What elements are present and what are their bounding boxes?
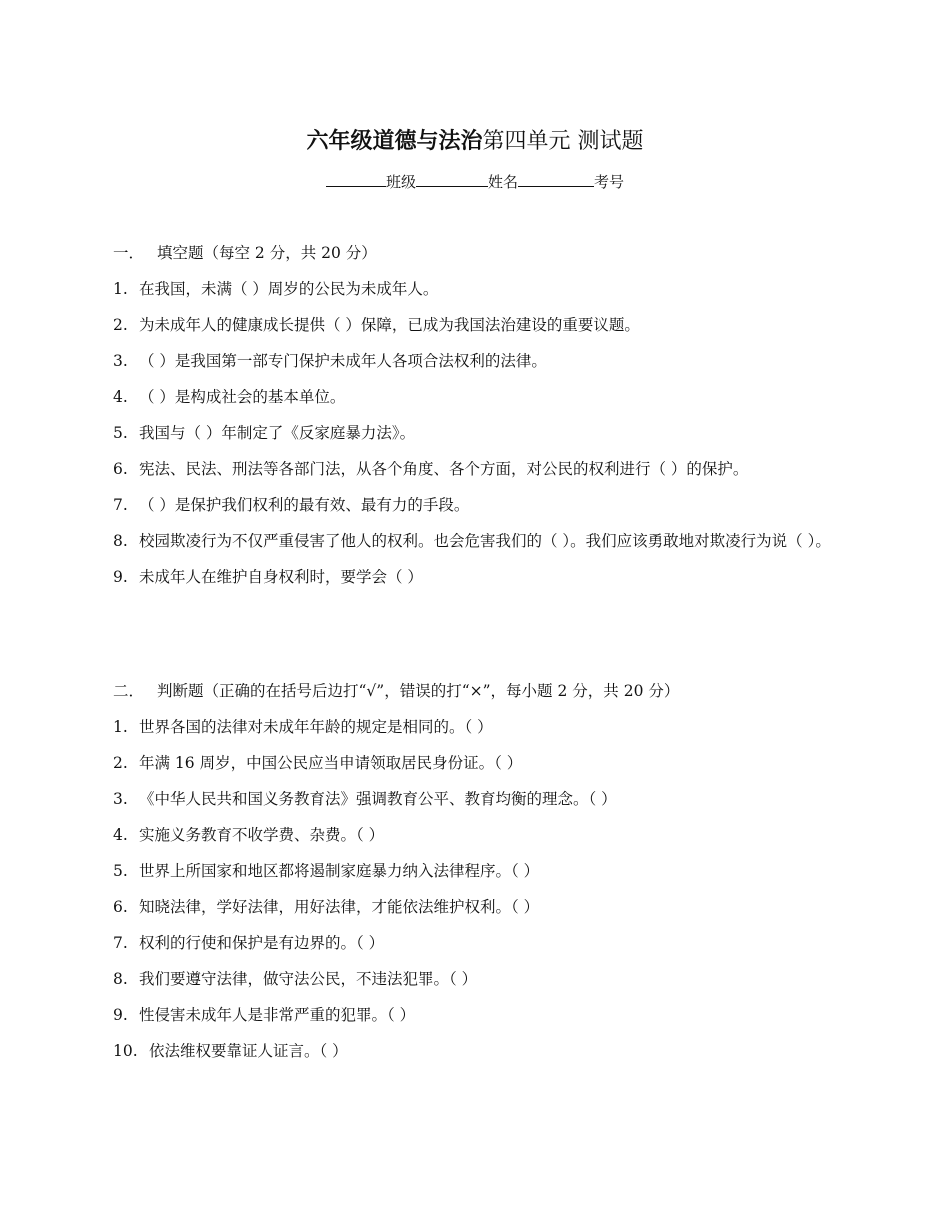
question-item xyxy=(113,1040,843,1062)
section-fill-in-blank xyxy=(113,242,843,588)
question-number: 9. xyxy=(113,1006,128,1024)
exam-no-blank[interactable] xyxy=(518,170,594,187)
question-text: 知晓法律，学好法律，用好法律，才能依法维护权利。（ ） xyxy=(139,898,540,916)
class-label: 班级 xyxy=(385,173,416,191)
name-blank[interactable] xyxy=(416,170,488,187)
section-number: 二． xyxy=(113,682,145,700)
question-list xyxy=(113,716,843,1062)
question-text: 性侵害未成年人是非常严重的犯罪。（ ） xyxy=(139,1006,416,1024)
question-text: 我们要遵守法律，做守法公民，不违法犯罪。（ ） xyxy=(139,970,478,988)
section-true-false xyxy=(113,680,843,1062)
question-item xyxy=(113,386,843,408)
question-text: 世界上所国家和地区都将遏制家庭暴力纳入法律程序。（ ） xyxy=(139,862,540,880)
page-title xyxy=(0,126,950,157)
section-number: 一． xyxy=(113,244,145,262)
question-text: 在我国，未满（ ）周岁的公民为未成年人。 xyxy=(139,280,439,298)
question-number: 6. xyxy=(113,898,128,916)
section-heading xyxy=(113,680,843,702)
question-number: 3. xyxy=(113,790,128,808)
question-number: 2. xyxy=(113,316,128,334)
question-item xyxy=(113,824,843,846)
question-item xyxy=(113,932,843,954)
question-number: 2. xyxy=(113,754,128,772)
question-text: 权利的行使和保护是有边界的。（ ） xyxy=(139,934,385,952)
question-text: 校园欺凌行为不仅严重侵害了他人的权利。也会危害我们的（ ）。我们应该勇敢地对欺凌行为说（ ）。 xyxy=(139,532,831,550)
question-number: 5. xyxy=(113,862,128,880)
question-text: （ ）是我国第一部专门保护未成年人各项合法权利的法律。 xyxy=(139,352,547,370)
question-text: 年满 16 周岁，中国公民应当申请领取居民身份证。（ ） xyxy=(139,754,523,772)
class-blank[interactable] xyxy=(326,170,386,187)
question-item xyxy=(113,716,843,738)
exam-no-label: 考号 xyxy=(594,173,625,191)
question-item xyxy=(113,350,843,372)
question-text: 我国与（ ）年制定了《反家庭暴力法》。 xyxy=(139,424,416,442)
section-heading xyxy=(113,242,843,264)
question-number: 9. xyxy=(113,568,128,586)
name-label: 姓名 xyxy=(487,173,518,191)
question-number: 8. xyxy=(113,970,128,988)
question-text: 世界各国的法律对未成年年龄的规定是相同的。（ ） xyxy=(139,718,493,736)
question-text: 未成年人在维护自身权利时，要学会（ ） xyxy=(139,568,423,586)
question-text: （ ）是构成社会的基本单位。 xyxy=(139,388,346,406)
question-item xyxy=(113,458,843,480)
question-item xyxy=(113,1004,843,1026)
question-item xyxy=(113,314,843,336)
question-number: 6. xyxy=(113,460,128,478)
question-number: 7. xyxy=(113,934,128,952)
question-item xyxy=(113,752,843,774)
title-bold-part: 六年级道德与法治 xyxy=(306,128,483,154)
question-item xyxy=(113,422,843,444)
question-text: 为未成年人的健康成长提供（ ）保障，已成为我国法治建设的重要议题。 xyxy=(139,316,640,334)
question-number: 4. xyxy=(113,826,128,844)
question-text: （ ）是保护我们权利的最有效、最有力的手段。 xyxy=(139,496,470,514)
question-item xyxy=(113,968,843,990)
question-number: 10. xyxy=(113,1042,138,1060)
section-title: 填空题（每空 2 分，共 20 分） xyxy=(157,244,377,262)
student-info-line xyxy=(0,170,950,193)
section-title: 判断题（正确的在括号后边打“√”，错误的打“×”，每小题 2 分，共 20 分） xyxy=(157,682,680,700)
question-text: 宪法、民法、刑法等各部门法，从各个角度、各个方面，对公民的权利进行（ ）的保护。 xyxy=(139,460,749,478)
question-item xyxy=(113,530,843,552)
question-list xyxy=(113,278,843,588)
question-item xyxy=(113,860,843,882)
question-number: 4. xyxy=(113,388,128,406)
question-number: 8. xyxy=(113,532,128,550)
question-item xyxy=(113,896,843,918)
question-number: 7. xyxy=(113,496,128,514)
question-item xyxy=(113,788,843,810)
question-item xyxy=(113,566,843,588)
question-text: 实施义务教育不收学费、杂费。（ ） xyxy=(139,826,385,844)
question-item xyxy=(113,494,843,516)
question-number: 3. xyxy=(113,352,128,370)
question-item xyxy=(113,278,843,300)
title-rest-part: 第四单元 测试题 xyxy=(482,129,644,154)
question-number: 1. xyxy=(113,280,128,298)
question-number: 1. xyxy=(113,718,128,736)
question-number: 5. xyxy=(113,424,128,442)
question-text: 《中华人民共和国义务教育法》强调教育公平、教育均衡的理念。（ ） xyxy=(139,790,617,808)
question-text: 依法维权要靠证人证言。（ ） xyxy=(149,1042,348,1060)
